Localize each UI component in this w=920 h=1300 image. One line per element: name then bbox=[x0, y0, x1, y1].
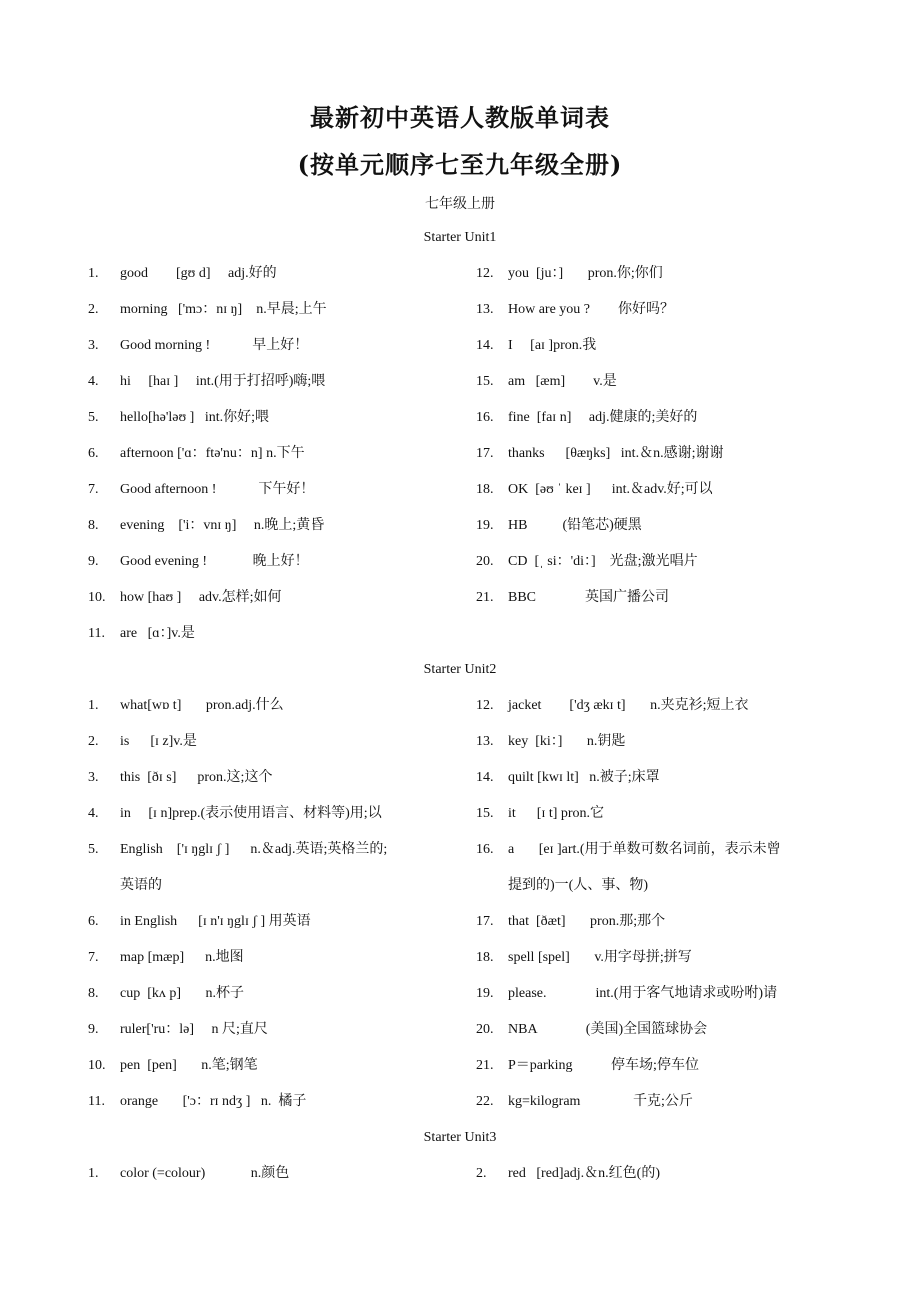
vocab-item-number: 16. bbox=[476, 410, 494, 425]
page-subtitle: (按单元顺序七至九年级全册) bbox=[297, 150, 623, 179]
vocab-item-number: 9. bbox=[88, 1022, 99, 1037]
vocab-item-number: 1. bbox=[88, 266, 99, 281]
vocab-item-text: are [ɑ：]v.是 bbox=[120, 626, 195, 641]
vocab-item-number: 5. bbox=[88, 842, 99, 857]
vocab-item bbox=[88, 472, 488, 508]
vocab-item-text: English ['ɪ ŋglɪ ʃ ] n.＆adj.英语;英格兰的; bbox=[120, 842, 388, 857]
vocab-item-text: How are you ? 你好吗？ bbox=[508, 302, 675, 317]
vocab-item-text: spell [spel] v.用字母拼;拼写 bbox=[508, 950, 692, 965]
vocab-item-text: map [mæp] n.地图 bbox=[120, 950, 244, 965]
vocab-item-text: fine [faɪ n] adj.健康的;美好的 bbox=[508, 410, 698, 425]
vocab-item-number: 10. bbox=[88, 590, 106, 605]
vocab-item-text: jacket ['dʒ ækɪ t] n.夹克衫;短上衣 bbox=[508, 698, 749, 713]
vocab-item-text: this [ðɪ s] pron.这;这个 bbox=[120, 770, 273, 785]
vocab-item bbox=[88, 940, 488, 976]
vocab-item-text: OK [əʊ ˈ keɪ ] int.＆adv.好;可以 bbox=[508, 482, 713, 497]
vocab-item-number: 12. bbox=[476, 698, 494, 713]
vocab-item-text: evening ['i：vnɪ ŋ] n.晚上;黄昏 bbox=[120, 518, 325, 533]
vocab-item bbox=[88, 364, 488, 400]
vocab-item-text: Good morning ! 早上好！ bbox=[120, 338, 309, 353]
vocab-item-text: ruler['ru：lə] n 尺;直尺 bbox=[120, 1022, 268, 1037]
vocab-item bbox=[88, 724, 488, 760]
vocab-item bbox=[476, 1084, 876, 1120]
vocab-item bbox=[88, 1084, 488, 1120]
vocab-item bbox=[88, 616, 488, 652]
vocab-item bbox=[476, 832, 876, 868]
vocab-item-text: BBC 英国广播公司 bbox=[508, 590, 670, 605]
vocab-item bbox=[88, 508, 488, 544]
vocab-item bbox=[476, 508, 876, 544]
vocab-item bbox=[88, 760, 488, 796]
vocab-item bbox=[476, 292, 876, 328]
vocab-item-number: 15. bbox=[476, 806, 494, 821]
vocab-item bbox=[476, 1048, 876, 1084]
vocab-item-number: 21. bbox=[476, 1058, 494, 1073]
vocab-item-text: color (=colour) n.颜色 bbox=[120, 1166, 290, 1181]
vocab-item bbox=[88, 1048, 488, 1084]
vocab-item-number: 20. bbox=[476, 1022, 494, 1037]
vocab-item-number: 16. bbox=[476, 842, 494, 857]
vocab-item-number: 14. bbox=[476, 338, 494, 353]
vocab-item-text: please. int.(用于客气地请求或吩咐)请 bbox=[508, 986, 778, 1001]
vocab-item bbox=[476, 400, 876, 436]
vocab-item-number: 5. bbox=[88, 410, 99, 425]
vocab-item-number: 19. bbox=[476, 986, 494, 1001]
vocab-item bbox=[88, 688, 488, 724]
vocab-item bbox=[88, 796, 488, 832]
vocab-item-text: key [ki：] n.钥匙 bbox=[508, 734, 626, 749]
vocab-item-text: HB (铅笔芯)硬黑 bbox=[508, 518, 642, 533]
vocab-item bbox=[88, 1156, 488, 1192]
vocab-item bbox=[476, 472, 876, 508]
vocab-item-number: 7. bbox=[88, 950, 99, 965]
vocab-item bbox=[476, 976, 876, 1012]
page-title: 最新初中英语人教版单词表 bbox=[310, 103, 610, 132]
vocab-item bbox=[476, 256, 876, 292]
vocab-item-number: 6. bbox=[88, 446, 99, 461]
vocab-item-number: 3. bbox=[88, 770, 99, 785]
vocab-item-text: orange ['ɔ：rɪ ndʒ ] n. 橘子 bbox=[120, 1094, 307, 1109]
vocab-item-number: 18. bbox=[476, 482, 494, 497]
vocab-item-number: 17. bbox=[476, 446, 494, 461]
vocab-item-number: 22. bbox=[476, 1094, 494, 1109]
vocab-item-number: 7. bbox=[88, 482, 99, 497]
vocab-item-number: 13. bbox=[476, 734, 494, 749]
vocab-item-number: 2. bbox=[88, 302, 99, 317]
vocab-item-text: in [ɪ n]prep.(表示使用语言、材料等)用;以 bbox=[120, 806, 382, 821]
vocab-item-text: hello[hə'ləʊ ] int.你好;喂 bbox=[120, 410, 270, 425]
vocab-item-number: 13. bbox=[476, 302, 494, 317]
vocab-item bbox=[88, 580, 488, 616]
vocab-item-text: thanks [θæŋks] int.＆n.感谢;谢谢 bbox=[508, 446, 724, 461]
unit2-left-continuation: 英语的 bbox=[120, 878, 162, 893]
vocab-item-text: pen [pen] n.笔;钢笔 bbox=[120, 1058, 258, 1073]
vocab-item bbox=[88, 544, 488, 580]
vocab-item bbox=[476, 796, 876, 832]
vocab-item-number: 11. bbox=[88, 1094, 105, 1109]
vocab-item-text: it [ɪ t] pron.它 bbox=[508, 806, 605, 821]
vocab-item bbox=[88, 976, 488, 1012]
vocab-item-text: morning ['mɔ：nɪ ŋ] n.早晨;上午 bbox=[120, 302, 327, 317]
vocab-item-text: in English [ɪ n'ɪ ŋglɪ ʃ ] 用英语 bbox=[120, 914, 311, 929]
vocab-item bbox=[476, 904, 876, 940]
vocab-item bbox=[476, 1156, 876, 1192]
vocab-item bbox=[476, 544, 876, 580]
vocab-item bbox=[476, 724, 876, 760]
vocab-item-text: a [eɪ ]art.(用于单数可数名词前，表示未曾 bbox=[508, 842, 781, 857]
vocab-item-text: CD [ˌ si：'di：] 光盘;激光唱片 bbox=[508, 554, 698, 569]
vocab-item-number: 1. bbox=[88, 698, 99, 713]
vocab-item-number: 1. bbox=[88, 1166, 99, 1181]
vocab-item-number: 8. bbox=[88, 518, 99, 533]
vocab-item-number: 10. bbox=[88, 1058, 106, 1073]
vocab-item-text: how [haʊ ] adv.怎样;如何 bbox=[120, 590, 282, 605]
vocab-item-text: am [æm] v.是 bbox=[508, 374, 617, 389]
vocab-item-number: 8. bbox=[88, 986, 99, 1001]
vocab-item-text: I [aɪ ]pron.我 bbox=[508, 338, 597, 353]
vocab-item-text: hi [haɪ ] int.(用于打招呼)嗨;喂 bbox=[120, 374, 326, 389]
vocab-item-text: afternoon ['ɑ：ftə'nu：n] n.下午 bbox=[120, 446, 305, 461]
vocab-item bbox=[476, 688, 876, 724]
vocab-item-text: kg=kilogram 千克;公斤 bbox=[508, 1094, 693, 1109]
vocab-item bbox=[88, 400, 488, 436]
vocab-item bbox=[88, 292, 488, 328]
unit2-right-continuation: 提到的)一(人、事、物) bbox=[508, 878, 648, 893]
vocab-item-number: 2. bbox=[476, 1166, 487, 1181]
vocab-item bbox=[476, 364, 876, 400]
vocab-item-number: 15. bbox=[476, 374, 494, 389]
vocab-item bbox=[88, 256, 488, 292]
vocab-item-text: you [ju：] pron.你;你们 bbox=[508, 266, 663, 281]
vocab-item bbox=[476, 1012, 876, 1048]
vocab-item-number: 4. bbox=[88, 374, 99, 389]
vocab-item bbox=[476, 760, 876, 796]
vocab-item-text: what[wɒ t] pron.adj.什么 bbox=[120, 698, 284, 713]
vocab-item bbox=[476, 580, 876, 616]
unit2-heading: Starter Unit2 bbox=[423, 662, 497, 677]
vocab-item-number: 3. bbox=[88, 338, 99, 353]
vocab-item-number: 18. bbox=[476, 950, 494, 965]
vocab-item-number: 14. bbox=[476, 770, 494, 785]
vocab-item-number: 4. bbox=[88, 806, 99, 821]
unit3-heading: Starter Unit3 bbox=[423, 1130, 497, 1145]
unit1-heading: Starter Unit1 bbox=[423, 230, 497, 245]
vocab-item-text: NBA (美国)全国篮球协会 bbox=[508, 1022, 708, 1037]
vocab-item-number: 17. bbox=[476, 914, 494, 929]
vocab-item-text: is [ɪ z]v.是 bbox=[120, 734, 197, 749]
vocab-item-number: 12. bbox=[476, 266, 494, 281]
vocab-item-text: that [ðæt] pron.那;那个 bbox=[508, 914, 666, 929]
vocab-item bbox=[476, 436, 876, 472]
vocab-item-number: 9. bbox=[88, 554, 99, 569]
vocab-item bbox=[476, 940, 876, 976]
vocab-item-text: cup [kʌ p] n.杯子 bbox=[120, 986, 245, 1001]
vocab-item-number: 21. bbox=[476, 590, 494, 605]
vocab-item-number: 6. bbox=[88, 914, 99, 929]
vocab-item bbox=[88, 1012, 488, 1048]
vocab-item bbox=[476, 328, 876, 364]
vocab-item-text: red [red]adj.＆n.红色(的) bbox=[508, 1166, 661, 1181]
vocab-item-number: 19. bbox=[476, 518, 494, 533]
vocab-item-text: Good afternoon ! 下午好！ bbox=[120, 482, 315, 497]
vocab-item-text: good [gʊ d] adj.好的 bbox=[120, 266, 277, 281]
vocab-item bbox=[88, 328, 488, 364]
vocab-item-text: quilt [kwɪ lt] n.被子;床罩 bbox=[508, 770, 660, 785]
vocab-item bbox=[88, 832, 488, 868]
vocab-item-text: Good evening ! 晚上好！ bbox=[120, 554, 309, 569]
vocab-item bbox=[88, 904, 488, 940]
vocab-item-number: 2. bbox=[88, 734, 99, 749]
vocab-item-number: 20. bbox=[476, 554, 494, 569]
vocab-item-number: 11. bbox=[88, 626, 105, 641]
vocab-item-text: P＝parking 停车场;停车位 bbox=[508, 1058, 699, 1073]
vocab-item bbox=[88, 436, 488, 472]
grade-heading: 七年级上册 bbox=[425, 196, 495, 212]
